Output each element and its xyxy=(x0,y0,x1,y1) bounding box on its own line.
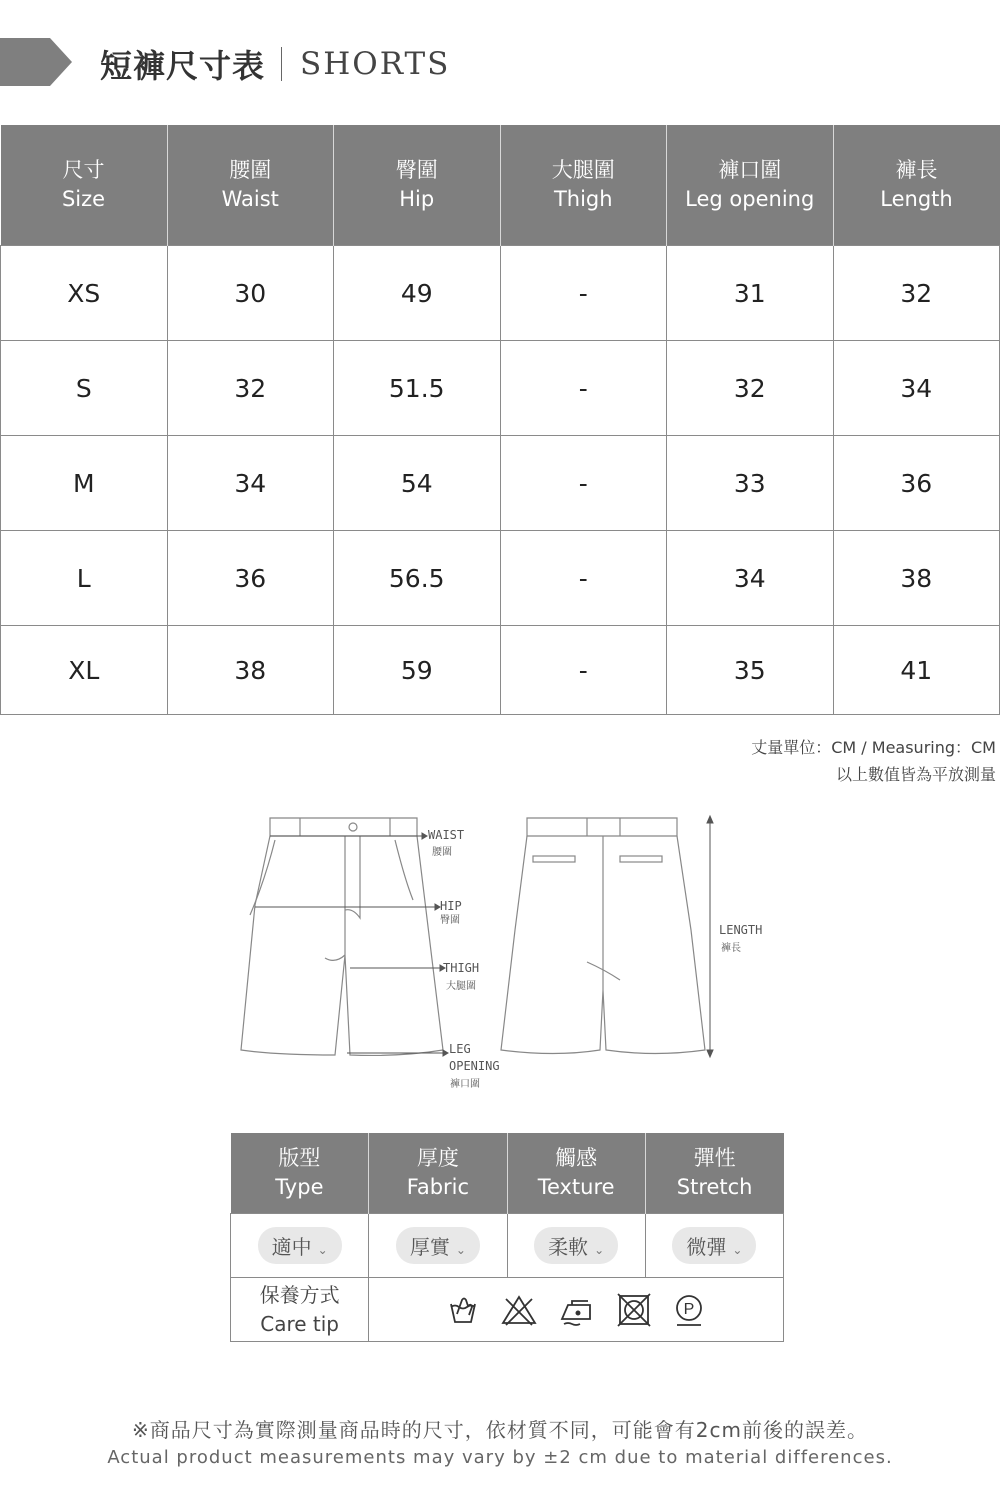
label-length-zh: 褲長 xyxy=(721,943,741,954)
table-row xyxy=(1,436,1000,531)
cell: 34 xyxy=(167,436,334,531)
title-divider xyxy=(281,47,282,81)
hand-wash-icon xyxy=(446,1293,480,1327)
cell: 41 xyxy=(833,626,1000,715)
cell: 38 xyxy=(833,531,1000,626)
cell: 59 xyxy=(334,626,501,715)
col-waist: 腰圍 Waist xyxy=(167,125,334,246)
iron-low-icon xyxy=(558,1293,596,1327)
cell: - xyxy=(500,341,667,436)
care-icons xyxy=(369,1293,783,1327)
fabric-spec-table xyxy=(230,1133,784,1342)
spec-values-row xyxy=(231,1214,784,1278)
label-thigh-en: THIGH xyxy=(443,961,480,975)
label-hip-zh: 臀圍 xyxy=(440,915,460,926)
do-not-tumble-dry-icon xyxy=(616,1293,652,1327)
cell: 30 xyxy=(167,246,334,341)
measurement-unit-note xyxy=(751,734,996,788)
cell: 34 xyxy=(833,341,1000,436)
label-length-en: LENGTH xyxy=(719,923,763,937)
cell: 49 xyxy=(334,246,501,341)
label-leg-en-1: LEG xyxy=(449,1042,471,1056)
type-selector[interactable]: 適中 ⌄ xyxy=(258,1227,342,1264)
cell: 54 xyxy=(334,436,501,531)
care-tip-label: 保養方式 Care tip xyxy=(231,1278,369,1342)
col-fabric: 厚度 Fabric xyxy=(369,1133,507,1214)
col-texture: 觸感 Texture xyxy=(507,1133,645,1214)
label-thigh-zh: 大腿圍 xyxy=(446,981,476,992)
cell: M xyxy=(1,436,168,531)
cell: 32 xyxy=(833,246,1000,341)
cell: - xyxy=(500,626,667,715)
cell: 32 xyxy=(167,341,334,436)
chevron-down-icon: ⌄ xyxy=(455,1243,466,1257)
col-hip: 臀圍 Hip xyxy=(334,125,501,246)
cell: 51.5 xyxy=(334,341,501,436)
shorts-back-drawing xyxy=(501,818,705,1054)
table-row xyxy=(1,531,1000,626)
col-leg-opening: 褲口圍 Leg opening xyxy=(667,125,834,246)
table-row xyxy=(1,246,1000,341)
col-stretch: 彈性 Stretch xyxy=(645,1133,783,1214)
col-thigh: 大腿圍 Thigh xyxy=(500,125,667,246)
care-row xyxy=(231,1278,784,1342)
cell: 33 xyxy=(667,436,834,531)
title-en: SHORTS xyxy=(300,46,451,82)
unit-line-1: 丈量單位：CM / Measuring：CM xyxy=(751,738,996,757)
table-row xyxy=(1,626,1000,715)
spec-table-header xyxy=(231,1133,784,1214)
disclaimer-en: Actual product measurements may vary by ±2 cm due to material differences. xyxy=(107,1447,893,1468)
chevron-down-icon: ⌄ xyxy=(732,1243,743,1257)
table-row xyxy=(1,341,1000,436)
shorts-measurement-diagram xyxy=(235,810,795,1100)
shorts-front-drawing xyxy=(241,818,443,1055)
svg-text:P: P xyxy=(683,1300,695,1318)
page-title xyxy=(100,42,450,86)
size-table-header xyxy=(1,125,1000,246)
cell: 36 xyxy=(833,436,1000,531)
do-not-bleach-icon xyxy=(500,1293,538,1327)
measurement-arrows xyxy=(255,816,713,1057)
label-waist-en: WAIST xyxy=(428,828,465,842)
col-length: 褲長 Length xyxy=(833,125,1000,246)
title-arrow-bar xyxy=(0,38,72,86)
col-type: 版型 Type xyxy=(231,1133,369,1214)
label-waist-zh: 腰圍 xyxy=(432,847,452,858)
cell: 56.5 xyxy=(334,531,501,626)
chevron-down-icon: ⌄ xyxy=(594,1243,605,1257)
stretch-selector[interactable]: 微彈 ⌄ xyxy=(672,1227,756,1264)
cell: XL xyxy=(1,626,168,715)
label-leg-zh: 褲口圍 xyxy=(450,1079,480,1090)
chevron-down-icon: ⌄ xyxy=(317,1243,328,1257)
cell: 36 xyxy=(167,531,334,626)
cell: S xyxy=(1,341,168,436)
cell: 38 xyxy=(167,626,334,715)
cell: 31 xyxy=(667,246,834,341)
cell: - xyxy=(500,531,667,626)
cell: L xyxy=(1,531,168,626)
unit-line-2: 以上數值皆為平放測量 xyxy=(835,765,996,784)
cell: 32 xyxy=(667,341,834,436)
label-hip-en: HIP xyxy=(440,899,462,913)
disclaimer-zh: ※商品尺寸為實際測量商品時的尺寸，依材質不同，可能會有2cm前後的誤差。 xyxy=(132,1418,868,1442)
fabric-selector[interactable]: 厚實 ⌄ xyxy=(396,1227,480,1264)
label-leg-en-2: OPENING xyxy=(449,1059,500,1073)
cell: 35 xyxy=(667,626,834,715)
cell: - xyxy=(500,246,667,341)
cell: - xyxy=(500,436,667,531)
title-zh: 短褲尺寸表 xyxy=(100,47,266,85)
cell: XS xyxy=(1,246,168,341)
cell: 34 xyxy=(667,531,834,626)
size-table xyxy=(0,125,1000,715)
col-size: 尺寸 Size xyxy=(1,125,168,246)
dry-clean-p-icon xyxy=(672,1293,706,1327)
texture-selector[interactable]: 柔軟 ⌄ xyxy=(534,1227,618,1264)
